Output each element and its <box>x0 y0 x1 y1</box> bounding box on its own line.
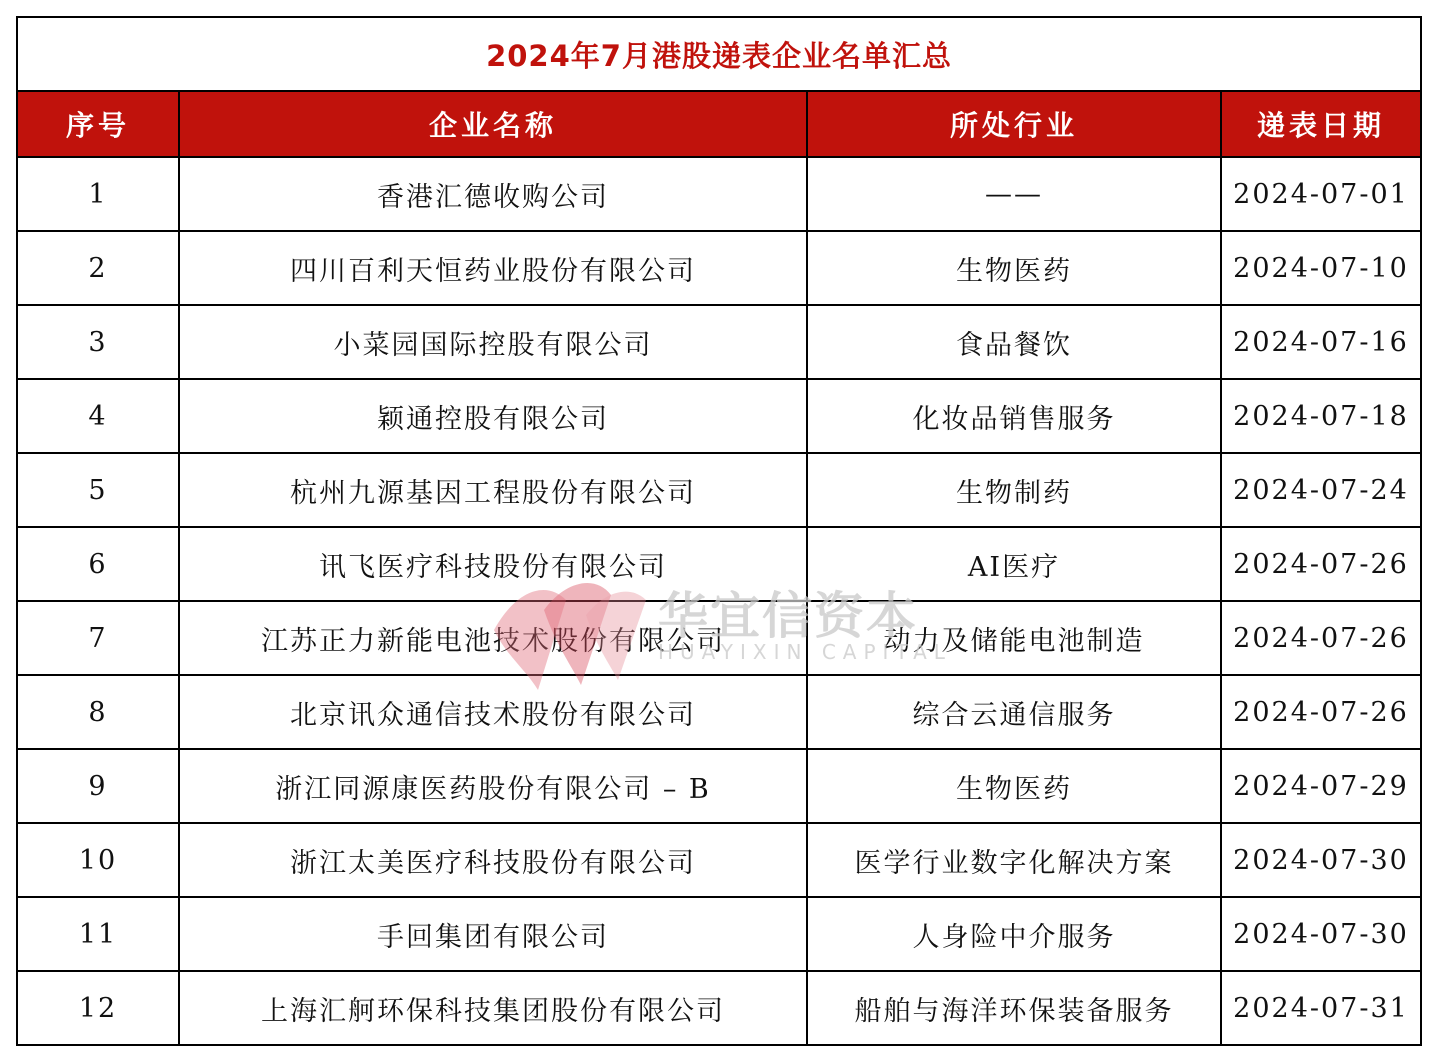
header-row <box>17 91 1421 157</box>
cell-company: 四川百利天恒药业股份有限公司 <box>179 231 807 305</box>
watermark-subtitle: HUAYIXIN CAPITAL <box>658 640 952 664</box>
cell-number: 2 <box>17 231 179 305</box>
summary-table-container <box>16 16 1420 1046</box>
table-row <box>17 305 1421 379</box>
table-row <box>17 157 1421 231</box>
cell-company: 手回集团有限公司 <box>179 897 807 971</box>
cell-date: 2024-07-01 <box>1221 157 1421 231</box>
column-header-company: 企业名称 <box>179 91 807 157</box>
cell-company: 浙江同源康医药股份有限公司 – B <box>179 749 807 823</box>
column-header-number: 序号 <box>17 91 179 157</box>
table-row <box>17 749 1421 823</box>
cell-number: 3 <box>17 305 179 379</box>
summary-table <box>16 16 1422 1046</box>
table-row <box>17 971 1421 1045</box>
table-row <box>17 823 1421 897</box>
cell-company: 北京讯众通信技术股份有限公司 <box>179 675 807 749</box>
cell-company: 浙江太美医疗科技股份有限公司 <box>179 823 807 897</box>
cell-date: 2024-07-10 <box>1221 231 1421 305</box>
cell-number: 5 <box>17 453 179 527</box>
cell-industry: 生物制药 <box>807 453 1221 527</box>
cell-number: 1 <box>17 157 179 231</box>
cell-date: 2024-07-26 <box>1221 675 1421 749</box>
cell-company: 讯飞医疗科技股份有限公司 <box>179 527 807 601</box>
cell-date: 2024-07-26 <box>1221 527 1421 601</box>
cell-number: 10 <box>17 823 179 897</box>
cell-industry: 医学行业数字化解决方案 <box>807 823 1221 897</box>
cell-company: 上海汇舸环保科技集团股份有限公司 <box>179 971 807 1045</box>
cell-industry: 化妆品销售服务 <box>807 379 1221 453</box>
cell-number: 8 <box>17 675 179 749</box>
table-row <box>17 675 1421 749</box>
cell-industry: AI医疗 <box>807 527 1221 601</box>
cell-company: 颖通控股有限公司 <box>179 379 807 453</box>
cell-date: 2024-07-24 <box>1221 453 1421 527</box>
table-row <box>17 601 1421 675</box>
cell-industry: 动力及储能电池制造 <box>807 601 1221 675</box>
cell-date: 2024-07-18 <box>1221 379 1421 453</box>
cell-number: 9 <box>17 749 179 823</box>
cell-number: 12 <box>17 971 179 1045</box>
cell-number: 11 <box>17 897 179 971</box>
column-header-industry: 所处行业 <box>807 91 1221 157</box>
table-row <box>17 379 1421 453</box>
cell-company: 江苏正力新能电池技术股份有限公司 <box>179 601 807 675</box>
cell-number: 6 <box>17 527 179 601</box>
cell-date: 2024-07-16 <box>1221 305 1421 379</box>
cell-industry: —— <box>807 157 1221 231</box>
cell-date: 2024-07-26 <box>1221 601 1421 675</box>
cell-number: 4 <box>17 379 179 453</box>
cell-industry: 船舶与海洋环保装备服务 <box>807 971 1221 1045</box>
table-row <box>17 453 1421 527</box>
table-row <box>17 897 1421 971</box>
cell-industry: 食品餐饮 <box>807 305 1221 379</box>
cell-company: 香港汇德收购公司 <box>179 157 807 231</box>
cell-company: 小菜园国际控股有限公司 <box>179 305 807 379</box>
cell-date: 2024-07-31 <box>1221 971 1421 1045</box>
cell-industry: 生物医药 <box>807 231 1221 305</box>
cell-industry: 综合云通信服务 <box>807 675 1221 749</box>
cell-date: 2024-07-29 <box>1221 749 1421 823</box>
cell-date: 2024-07-30 <box>1221 897 1421 971</box>
cell-industry: 生物医药 <box>807 749 1221 823</box>
cell-company: 杭州九源基因工程股份有限公司 <box>179 453 807 527</box>
column-header-date: 递表日期 <box>1221 91 1421 157</box>
watermark-name: 华宜信资本 <box>658 587 918 645</box>
cell-number: 7 <box>17 601 179 675</box>
cell-industry: 人身险中介服务 <box>807 897 1221 971</box>
cell-date: 2024-07-30 <box>1221 823 1421 897</box>
table-row <box>17 527 1421 601</box>
table-row <box>17 231 1421 305</box>
table-title: 2024年7月港股递表企业名单汇总 <box>17 17 1421 91</box>
